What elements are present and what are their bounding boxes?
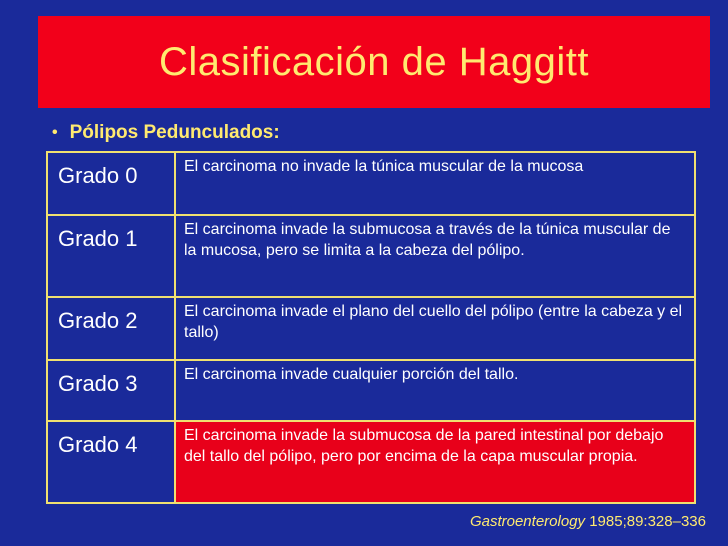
title-banner — [38, 16, 710, 108]
description-cell: El carcinoma invade cualquier porción del tallo. — [184, 366, 519, 383]
description-cell: El carcinoma invade la submucosa de la pared intestinal por debajo del tallo del pólipo, pero por encima de la capa muscular propia. — [184, 427, 664, 465]
description-cell: El carcinoma invade el plano del cuello del pólipo (entre la cabeza y el tallo) — [184, 303, 683, 341]
grade-cell: Grado 3 — [48, 361, 176, 420]
table-row-grade-0 — [48, 153, 694, 214]
bullet-heading-text: Pólipos Pedunculados: — [69, 122, 280, 143]
citation-journal: Gastroenterology — [469, 513, 586, 530]
table-row-grade-1 — [48, 214, 694, 296]
description-cell: El carcinoma invade la submucosa a través de la túnica muscular de la mucosa, pero se limita a la cabeza del pólipo. — [184, 221, 671, 259]
table-row-grade-4 — [48, 420, 694, 502]
citation-reference: 1985;89:328–336 — [589, 513, 706, 530]
haggitt-table — [46, 151, 696, 504]
grade-cell: Grado 0 — [48, 153, 176, 214]
slide-title: Clasificación de Haggitt — [159, 39, 589, 84]
table-row-grade-3 — [48, 359, 694, 420]
bullet-icon: • — [52, 124, 58, 141]
grade-cell: Grado 1 — [48, 216, 176, 296]
citation — [470, 513, 706, 530]
description-cell: El carcinoma no invade la túnica muscular de la mucosa — [184, 158, 584, 175]
table-row-grade-2 — [48, 296, 694, 359]
grade-cell: Grado 4 — [48, 422, 176, 502]
bullet-heading — [52, 122, 280, 144]
grade-cell: Grado 2 — [48, 298, 176, 359]
